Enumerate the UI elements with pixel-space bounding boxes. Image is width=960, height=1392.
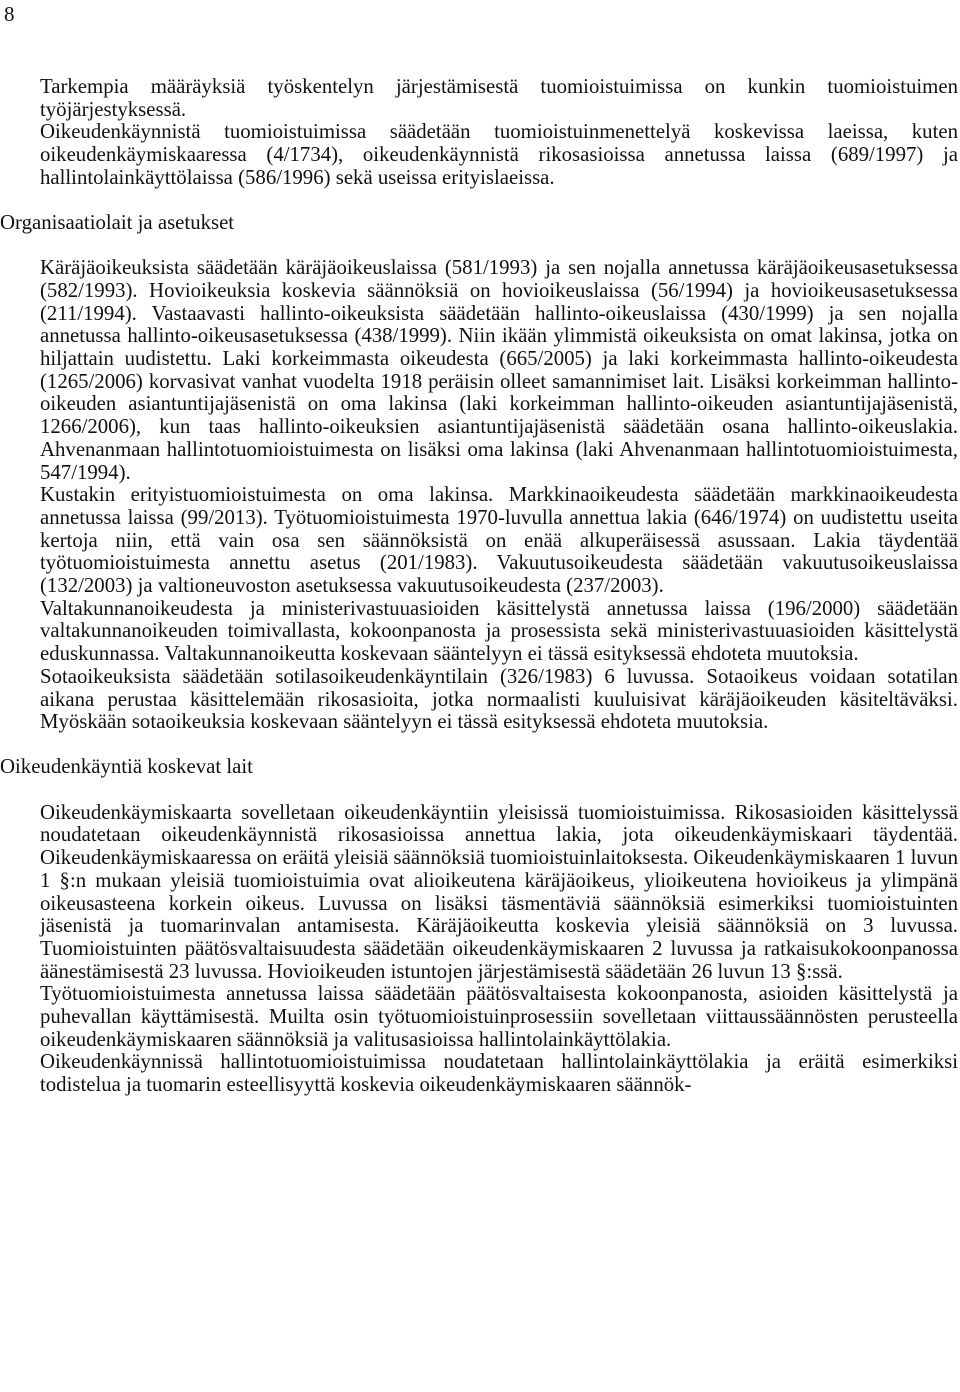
section-heading-organisaatiolait: Organisaatiolait ja asetukset [0,210,235,234]
page-number: 8 [4,2,15,26]
intro-paragraph-2: Oikeudenkäynnistä tuomioistuimissa säädetään tuomioistuinmenettelyä koskevissa laeissa, kuten oikeudenkäymiskaaressa (4/1734), oikeudenkäynnistä rikosasioissa annetussa laissa (689/1997) ja hallintolainkäyttölaissa (586/1996) sekä useissa erityislaeissa. [40,120,958,189]
document-body [0,76,960,1097]
section1-paragraph-4: Sotaoikeuksista säädetään sotilasoikeudenkäyntilain (326/1983) 6 luvussa. Sotaoikeus voidaan sotatilan aikana perustaa käsittelemään rikosasioita, jotka normaalisti kuuluisivat käräjäoikeuden käsiteltäväksi. Myöskään sotaoikeuksia koskevaan sääntelyyn ei tässä esityksessä ehdoteta muutoksia. [40,664,958,734]
section2-paragraph-2: Työtuomioistuimesta annetussa laissa säädetään päätösvaltaisesta kokoonpanosta, asioiden käsittelystä ja puhevallan käyttämisestä. Muilta osin työtuomioistuinprosessiin sovelletaan viittaussäännösten perusteella oikeudenkäymiskaaren säännöksiä ja valitusasioissa hallintolainkäyttölakia. [40,982,958,1051]
section1-paragraph-3: Valtakunnanoikeudesta ja ministerivastuuasioiden käsittelystä annetussa laissa (196/2000) säädetään valtakunnanoikeuden toimivallasta, kokoonpanosta ja prosessista sekä ministerivastuuasioiden käsittelystä eduskunnassa. Valtakunnanoikeutta koskevaan sääntelyyn ei tässä esityksessä ehdoteta muutoksia. [40,596,958,666]
section1-paragraph-1: Käräjäoikeuksista säädetään käräjäoikeuslaissa (581/1993) ja sen nojalla annetussa käräjäoikeusasetuksessa (582/1993). Hovioikeuksia koskevia säännöksiä on hovioikeuslaissa (56/1994) ja hovioikeusasetuksessa (211/1994). Vastaavasti hallinto-oikeuksista säädetään hallinto-oikeuslaissa (430/1999) ja sen nojalla annetussa hallinto-oikeusasetuksessa (438/1999). Niin ikään ylimmistä oikeuksista on omat lakinsa, jotka on hiljattain uudistettu. Laki korkeimmasta oikeudesta (665/2005) ja laki korkeimmasta hallinto-oikeudesta (1265/2006) korvasivat vanhat vuodelta 1918 peräisin olleet samannimiset lait. Lisäksi korkeimman hallinto-oikeuden asiantuntijajäsenistä on oma lakinsa (laki korkeimman hallinto-oikeuden asiantuntijajäsenistä, 1266/2006), kun taas hallinto-oikeuksien asiantuntijajäsenistä säädetään osana hallinto-oikeuslakia. Ahvenanmaan hallintotuomioistuimesta on lisäksi oma lakinsa (laki Ahvenanmaan hallintotuomioistuimesta, 547/1994). [40,256,958,484]
section2-paragraph-3: Oikeudenkäynnissä hallintotuomioistuimissa noudatetaan hallintolainkäyttölakia ja eräitä esimerkiksi todistelua ja tuomarin esteellisyyttä koskevia oikeudenkäymiskaaren säännök- [40,1050,958,1097]
intro-paragraph-1: Tarkempia määräyksiä työskentelyn järjestämisestä tuomioistuimissa on kunkin tuomioistuimen työjärjestyksessä. [40,75,958,121]
section-heading-oikeudenkayntia: Oikeudenkäyntiä koskevat lait [0,754,253,778]
section2-paragraph-1: Oikeudenkäymiskaarta sovelletaan oikeudenkäyntiin yleisissä tuomioistuimissa. Rikosasioiden käsittelyssä noudatetaan oikeudenkäynnistä rikosasioissa annettua lakia, jota oikeudenkäymiskaari täydentää. Oikeudenkäymiskaaressa on eräitä yleisiä säännöksiä tuomioistuinlaitoksesta. Oikeudenkäymiskaaren 1 luvun 1 §:n mukaan yleisiä tuomioistuimia ovat alioikeutena käräjäoikeus, ylioikeutena hovioikeus ja ylimpänä oikeusasteena korkein oikeus. Luvussa on lisäksi täsmentäviä säännöksiä esimerkiksi tuomioistuinten jäsenistä ja tuomarinvalan antamisesta. Käräjäoikeutta koskevia yleisiä säännöksiä on 3 luvussa. Tuomioistuinten päätösvaltaisuudesta säädetään oikeudenkäymiskaaren 2 luvussa ja ratkaisukokoonpanossa äänestämisestä 23 luvussa. Hovioikeuden istuntojen järjestämisestä säädetään 26 luvun 13 §:ssä. [40,800,958,983]
section1-paragraph-2: Kustakin erityistuomioistuimesta on oma lakinsa. Markkinaoikeudesta säädetään markkinaoikeudesta annetussa laissa (99/2013). Työtuomioistuimesta 1970-luvulla annettua lakia (646/1974) on uudistettu useita kertoja niin, että vain osa sen säännöksistä on enää alkuperäisessä asussaan. Lakia täydentää työtuomioistuimesta annettu asetus (201/1983). Vakuutusoikeudesta säädetään vakuutusoikeuslaissa (132/2003) ja valtioneuvoston asetuksessa vakuutusoikeudesta (237/2003). [40,483,958,598]
